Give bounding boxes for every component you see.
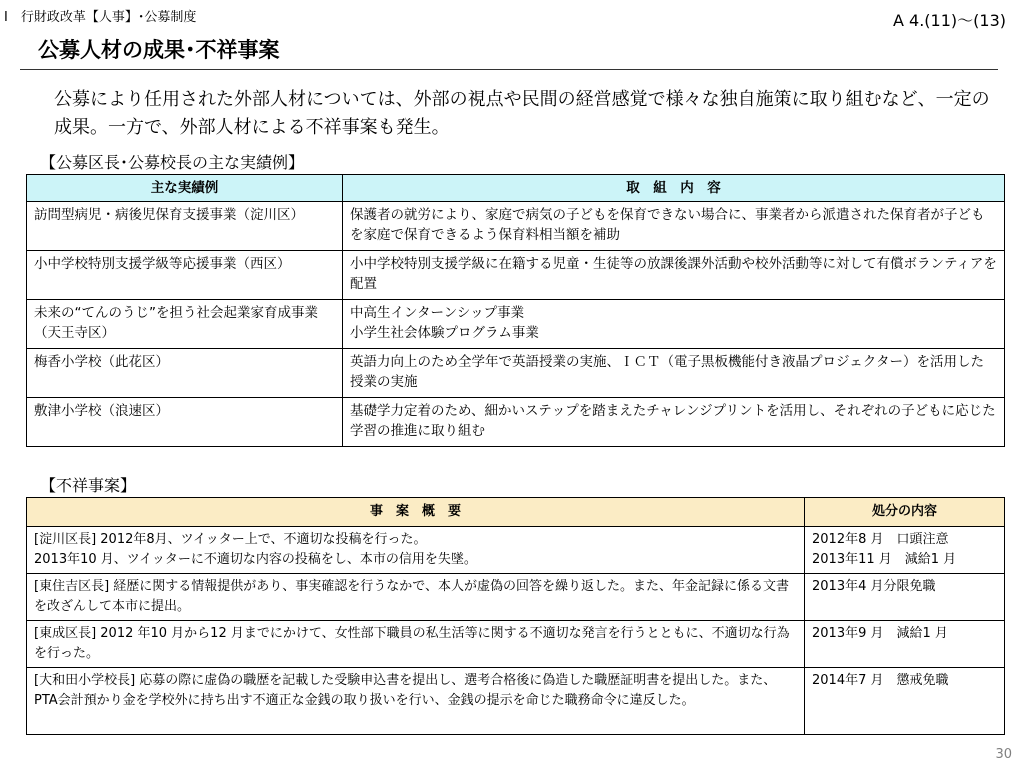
table-row <box>27 574 1005 621</box>
table-row <box>27 202 1005 251</box>
achievement-detail: 小中学校特別支援学級に在籍する児童・生徒等の放課後課外活動や校外活動等に対して有償ボランティアを配置 <box>343 251 1005 300</box>
achievement-name: 梅香小学校（此花区） <box>27 349 343 398</box>
column-header-disposition: 処分の内容 <box>805 498 1005 527</box>
table-row <box>27 251 1005 300</box>
title-divider <box>20 69 998 70</box>
achievement-name: 敷津小学校（浪速区） <box>27 398 343 447</box>
achievements-header-row <box>27 175 1005 202</box>
column-header-summary: 事 案 概 要 <box>27 498 805 527</box>
table-row <box>27 621 1005 668</box>
table-row <box>27 668 1005 735</box>
case-disposition: 2014年7 月 懲戒免職 <box>805 668 1005 735</box>
case-summary: [大和田小学校長] 応募の際に虚偽の職歴を記載した受験申込書を提出し、選考合格後に偽造した職歴証明書を提出した。また、PTA会計預かり金を学校外に持ち出す不適正な金銭の取り扱いを行い、金銭の提示を命じた職務命令に違反した。 <box>27 668 805 735</box>
column-header-content: 取 組 内 容 <box>343 175 1005 202</box>
table-row <box>27 349 1005 398</box>
achievement-detail: 保護者の就労により、家庭で病気の子どもを保育できない場合に、事業者から派遣された保育者が子どもを家庭で保育できるよう保育料相当額を補助 <box>343 202 1005 251</box>
misconduct-header-row <box>27 498 1005 527</box>
table-row <box>27 300 1005 349</box>
case-summary: [淀川区長] 2012年8月、ツイッター上で、不適切な投稿を行った。 2013年10 月、ツイッターに不適切な内容の投稿をし、本市の信用を失墜。 <box>27 527 805 574</box>
case-summary: [東住吉区長] 経歴に関する情報提供があり、事実確認を行うなかで、本人が虚偽の回答を繰り返した。また、年金記録に係る文書を改ざんして本市に提出。 <box>27 574 805 621</box>
case-disposition: 2013年9 月 減給1 月 <box>805 621 1005 668</box>
table-row <box>27 527 1005 574</box>
case-disposition: 2013年4 月分限免職 <box>805 574 1005 621</box>
slide-title: 公募人材の成果･不祥事案 <box>38 38 280 62</box>
achievement-name: 未来の“てんのうじ”を担う社会起業家育成事業（天王寺区） <box>27 300 343 349</box>
achievement-name: 小中学校特別支援学級等応援事業（西区） <box>27 251 343 300</box>
achievement-name: 訪問型病児・病後児保育支援事業（淀川区） <box>27 202 343 251</box>
case-summary: [東成区長] 2012 年10 月から12 月までにかけて、女性部下職員の私生活等に関する不適切な発言を行うとともに、不適切な行為を行った。 <box>27 621 805 668</box>
misconduct-table <box>26 497 1005 735</box>
intro-paragraph: 公募により任用された外部人材については、外部の視点や民間の経営感覚で様々な独自施策に取り組むなど、一定の成果。一方で、外部人材による不祥事案も発生。 <box>54 89 990 138</box>
page-number: 30 <box>995 747 1012 762</box>
misconduct-table-label: 【不祥事案】 <box>40 476 137 495</box>
table-row <box>27 398 1005 447</box>
page-reference: A 4.(11)～(13) <box>893 11 1006 30</box>
achievements-table-label: 【公募区長･公募校長の主な実績例】 <box>40 153 305 172</box>
achievement-detail: 中高生インターンシップ事業 小学生社会体験プログラム事業 <box>343 300 1005 349</box>
achievement-detail: 基礎学力定着のため、細かいステップを踏まえたチャレンジプリントを活用し、それぞれの子どもに応じた学習の推進に取り組む <box>343 398 1005 447</box>
column-header-achievement: 主な実績例 <box>27 175 343 202</box>
case-disposition: 2012年8 月 口頭注意 2013年11 月 減給1 月 <box>805 527 1005 574</box>
achievement-detail: 英語力向上のため全学年で英語授業の実施、ＩＣＴ（電子黒板機能付き液晶プロジェクター）を活用した授業の実施 <box>343 349 1005 398</box>
achievements-table <box>26 174 1005 447</box>
section-label: Ⅰ 行財政改革【人事】･公募制度 <box>4 10 197 25</box>
